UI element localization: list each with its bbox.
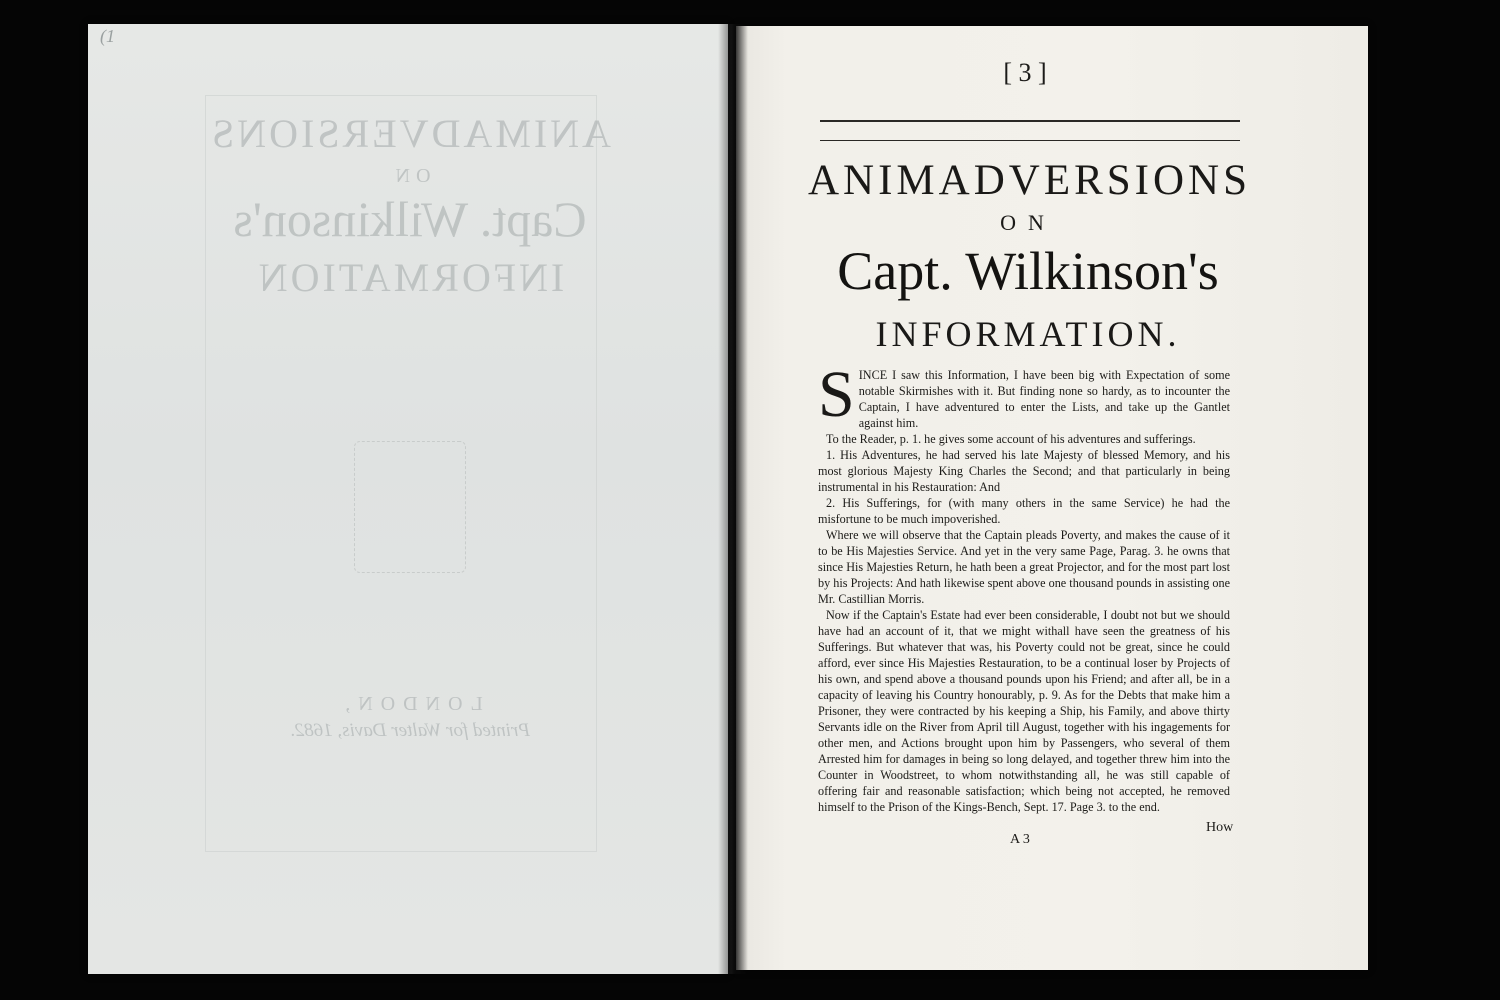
bleed-on: ON	[389, 165, 431, 187]
bleed-name: Capt. Wilkinson's	[233, 191, 587, 247]
bleed-ornament	[354, 441, 466, 573]
bleed-imprint: Printed for Walter Davis, 1682.	[290, 720, 530, 741]
title-name: Capt. Wilkinson's	[837, 241, 1219, 301]
header-rule-thin	[820, 140, 1240, 141]
paragraph-text: INCE I saw this Information, I have been big with Expectation of some notable Skirmishes with it. But finding none so hardy, as to incounter the Captain, I have adventured to enter the Lists, and take up the Gantlet against him.	[858, 368, 1230, 430]
title-main: ANIMADVERSIONS	[808, 157, 1252, 204]
page-number: [ 3 ]	[1003, 58, 1047, 87]
bleed-title: ANIMADVERSIONS	[208, 111, 612, 156]
paragraph	[818, 358, 1230, 431]
bleed-through-text	[150, 100, 670, 850]
paragraph: 1. His Adventures, he had served his late Majesty of blessed Memory, and his most glorious Majesty King Charles the Second; and that particularly in being instrumental in his Restauration: And	[818, 448, 1230, 494]
bleed-london: LONDON,	[337, 693, 483, 715]
paragraph: 2. His Sufferings, for (with many others in the same Service) he had the misfortune to be much impoverished.	[818, 496, 1230, 526]
book-gutter	[718, 24, 748, 974]
signature-mark: A 3	[1010, 832, 1030, 847]
header-rule	[820, 120, 1240, 122]
folio-mark: (1	[100, 26, 115, 46]
paragraph: To the Reader, p. 1. he gives some account of his adventures and sufferings.	[826, 432, 1196, 446]
catchword: How	[1206, 820, 1234, 835]
body-text	[818, 358, 1230, 815]
title-info: INFORMATION.	[875, 314, 1181, 354]
drop-cap: S	[818, 358, 855, 431]
paragraph: Where we will observe that the Captain pleads Poverty, and makes the cause of it to be His Majesties Service. And yet in the very same Page, Parag. 3. he owns that since His Majesties Return, he hath been a great Projector, and for the most part lost by his Projects: And hath likewise spent above one thousand pounds in assisting one Mr. Castillian Morris.	[818, 528, 1230, 606]
paragraph: Now if the Captain's Estate had ever been considerable, I doubt not but we should have had an account of it, that we might withall have seen the greatness of his Sufferings. But whatever that was, his Poverty could not be great, since he could afford, ever since His Majesties Restauration, to be a continual loser by Projects of his own, and spend above a thousand pounds upon his Friend; and after all, be in a capacity of leaving his Country honourably, p. 9. As for the Debts that make him a Prisoner, they were contracted by his keeping a Ship, his Family, and above thirty Servants idle on the River from April till August, together with his ingagements for other men, and Actions brought upon him by Passengers, who several of them Arrested him for damages in being so long delayed, and together threw him into the Counter in Woodstreet, to whom notwithstanding all, he was still capable of offering fair and reasonable satisfaction; which being not accepted, he removed himself to the Prison of the Kings-Bench, Sept. 17. Page 3. to the end.	[818, 608, 1230, 814]
title-on: ON	[1000, 210, 1056, 235]
bleed-info: INFORMATION	[255, 255, 565, 300]
